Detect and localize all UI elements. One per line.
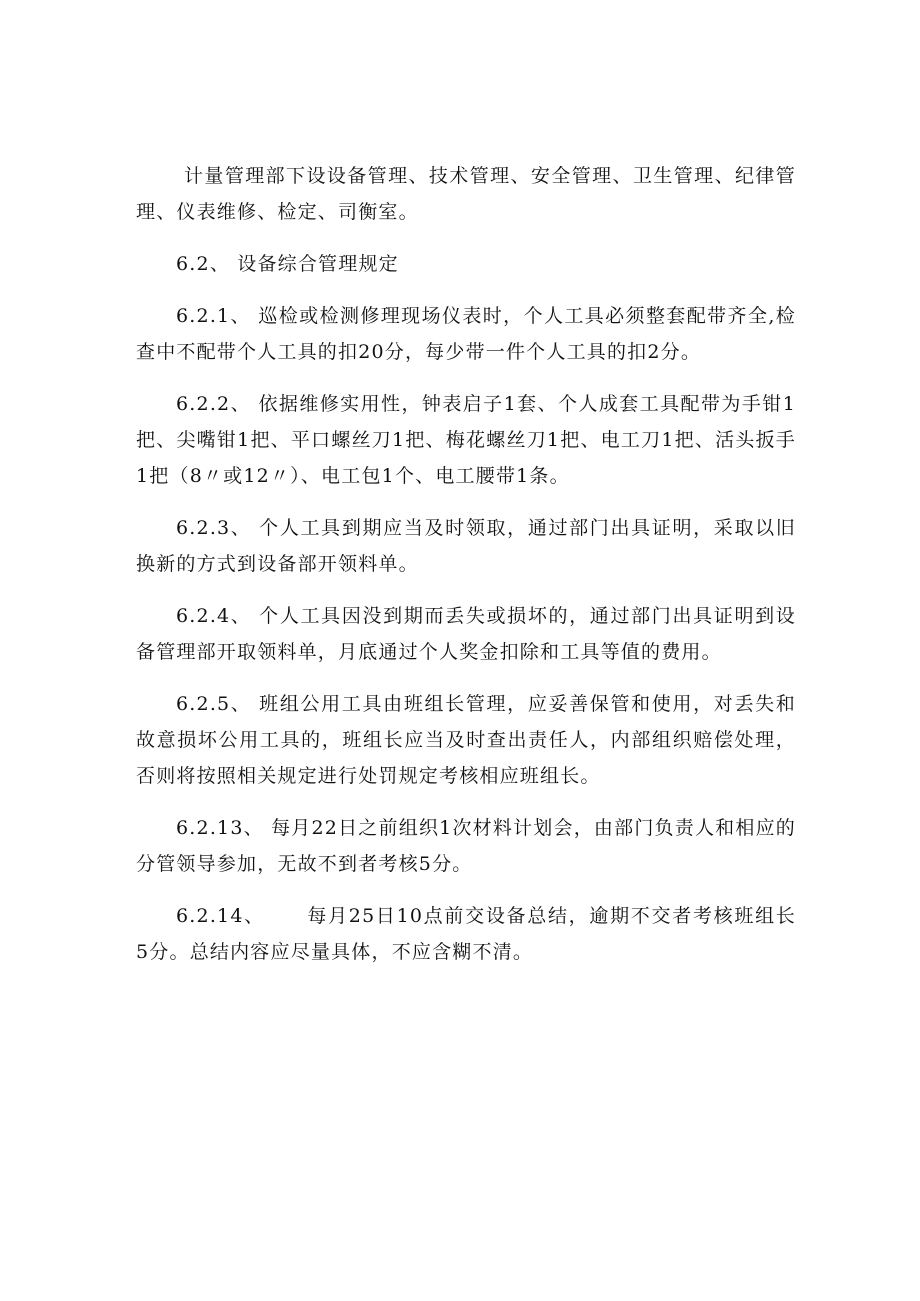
clause-6-2-5: 6.2.5、 班组公用工具由班组长管理，应妥善保管和使用，对丢失和故意损坏公用工具的，班组长应当及时查出责任人，内部组织赔偿处理，否则将按照相关规定进行处罚规定考核相应班组长。 <box>136 693 796 787</box>
clause-6-2-4: 6.2.4、 个人工具因没到期而丢失或损坏的，通过部门出具证明到设备管理部开取领料单，月底通过个人奖金扣除和工具等值的费用。 <box>136 605 796 663</box>
clause-6-2-2: 6.2.2、 依据维修实用性，钟表启子1套、个人成套工具配带为手钳1把、尖嘴钳1把、平口螺丝刀1把、梅花螺丝刀1把、电工刀1把、活头扳手1把（8〃或12〃）、电工包1个、电工腰带1条。 <box>136 393 796 487</box>
section-heading-6-2: 6.2、 设备综合管理规定 <box>176 253 399 275</box>
clause-6-2-14 <box>136 898 796 970</box>
clause-6-2-13: 6.2.13、 每月22日之前组织1次材料计划会，由部门负责人和相应的分管领导参加，无故不到者考核5分。 <box>136 817 796 875</box>
clause-6-2-1: 6.2.1、 巡检或检测修理现场仪表时，个人工具必须整套配带齐全,检查中不配带个人工具的扣20分，每少带一件个人工具的扣2分。 <box>136 305 796 363</box>
paragraph-intro: 计量管理部下设设备管理、技术管理、安全管理、卫生管理、纪律管理、仪表维修、检定、司衡室。 <box>136 165 796 223</box>
clause-6-2-14-label: 6.2.14、 <box>176 905 265 927</box>
clause-6-2-3: 6.2.3、 个人工具到期应当及时领取，通过部门出具证明，采取以旧换新的方式到设备部开领料单。 <box>136 517 796 575</box>
clause-6-2-14-body: 每月25日10点前交设备总结，逾期不交者考核班组长5分。总结内容应尽量具体，不应含糊不清。 <box>136 905 796 963</box>
document-body <box>136 158 796 986</box>
